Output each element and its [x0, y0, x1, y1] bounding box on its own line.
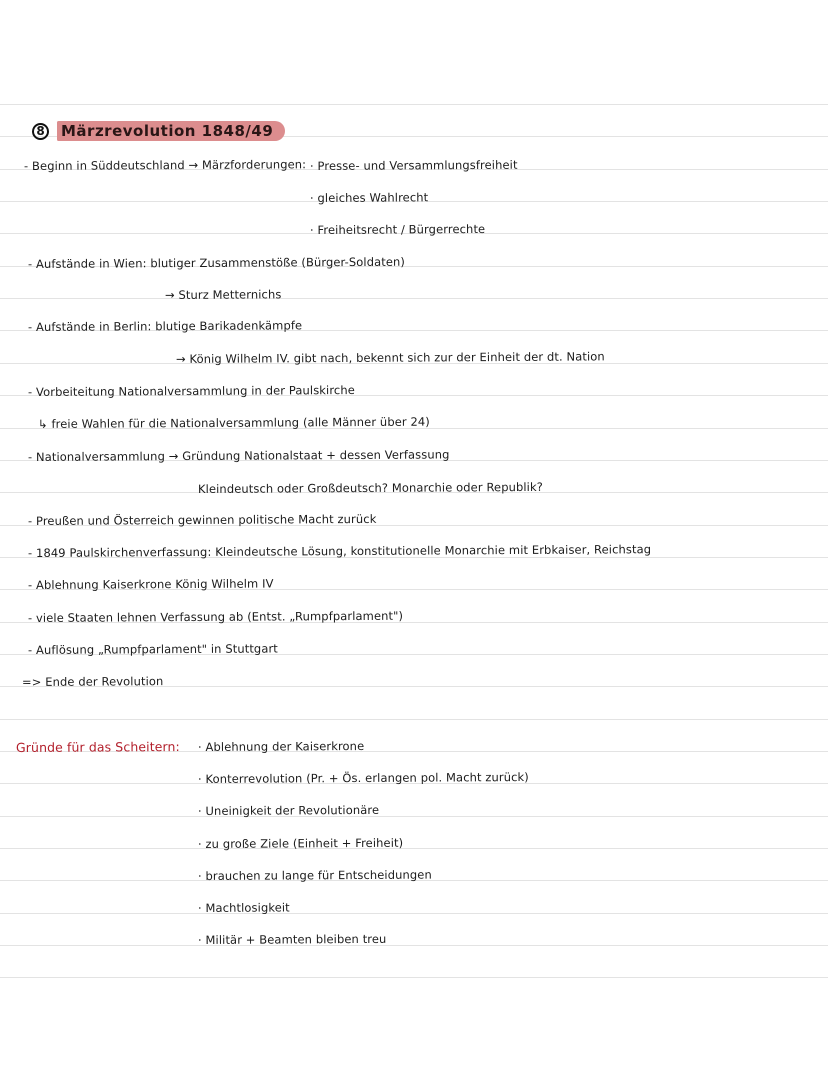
note-line: - Ablehnung Kaiserkrone König Wilhelm IV [27, 576, 274, 592]
note-line: - 1849 Paulskirchenverfassung: Kleindeutsche Lösung, konstitutionelle Monarchie mit Erbkaiser, Reichstag [27, 542, 652, 560]
note-line: - Vorbeiteitung Nationalversammlung in der Paulskirche [27, 383, 355, 399]
reason-item: · Militär + Beamten bleiben treu [197, 931, 387, 947]
section-number-badge: 8 [32, 123, 49, 140]
note-line: → Sturz Metternichs [164, 287, 282, 302]
ruled-line [0, 945, 828, 946]
note-line: → König Wilhelm IV. gibt nach, bekennt sich zur der Einheit der dt. Nation [175, 349, 605, 366]
ruled-line [0, 848, 828, 849]
note-line: - Auflösung „Rumpfparlament" in Stuttgart [27, 641, 278, 657]
note-line: => Ende der Revolution [21, 674, 164, 689]
section-title: Märzrevolution 1848/49 [57, 121, 285, 141]
section-heading [32, 119, 285, 143]
note-line: Kleindeutsch oder Großdeutsch? Monarchie oder Republik? [197, 479, 543, 496]
ruled-line [0, 816, 828, 817]
note-line: · Presse- und Versammlungsfreiheit [309, 157, 518, 173]
note-line: · gleiches Wahlrecht [309, 190, 429, 205]
ruled-line [0, 298, 828, 299]
note-line: - Aufstände in Wien: blutiger Zusammenstöße (Bürger-Soldaten) [27, 254, 406, 271]
note-line: - Aufstände in Berlin: blutige Barikadenkämpfe [27, 318, 303, 334]
ruled-line [0, 977, 828, 978]
ruled-line [0, 913, 828, 914]
note-line: ↳ freie Wahlen für die Nationalversammlung (alle Männer über 24) [37, 414, 430, 431]
reason-item: · Ablehnung der Kaiserkrone [197, 738, 365, 754]
reason-item: · zu große Ziele (Einheit + Freiheit) [197, 835, 404, 851]
ruled-line [0, 719, 828, 720]
note-line: - Nationalversammlung → Gründung Nationalstaat + dessen Verfassung [27, 447, 450, 464]
reason-item: · Konterrevolution (Pr. + Ös. erlangen pol. Macht zurück) [197, 769, 529, 786]
note-line: - viele Staaten lehnen Verfassung ab (Entst. „Rumpfparlament") [27, 608, 404, 625]
note-line: - Preußen und Österreich gewinnen politische Macht zurück [27, 511, 377, 528]
note-line: · Freiheitsrecht / Bürgerrechte [309, 221, 486, 237]
note-line: - Beginn in Süddeutschland → Märzforderungen: [23, 157, 307, 173]
reasons-label: Gründe für das Scheitern: [15, 738, 180, 755]
reason-item: · brauchen zu lange für Entscheidungen [197, 867, 432, 883]
reason-item: · Uneinigkeit der Revolutionäre [197, 802, 380, 818]
reason-item: · Machtlosigkeit [197, 900, 290, 915]
ruled-line [0, 104, 828, 105]
